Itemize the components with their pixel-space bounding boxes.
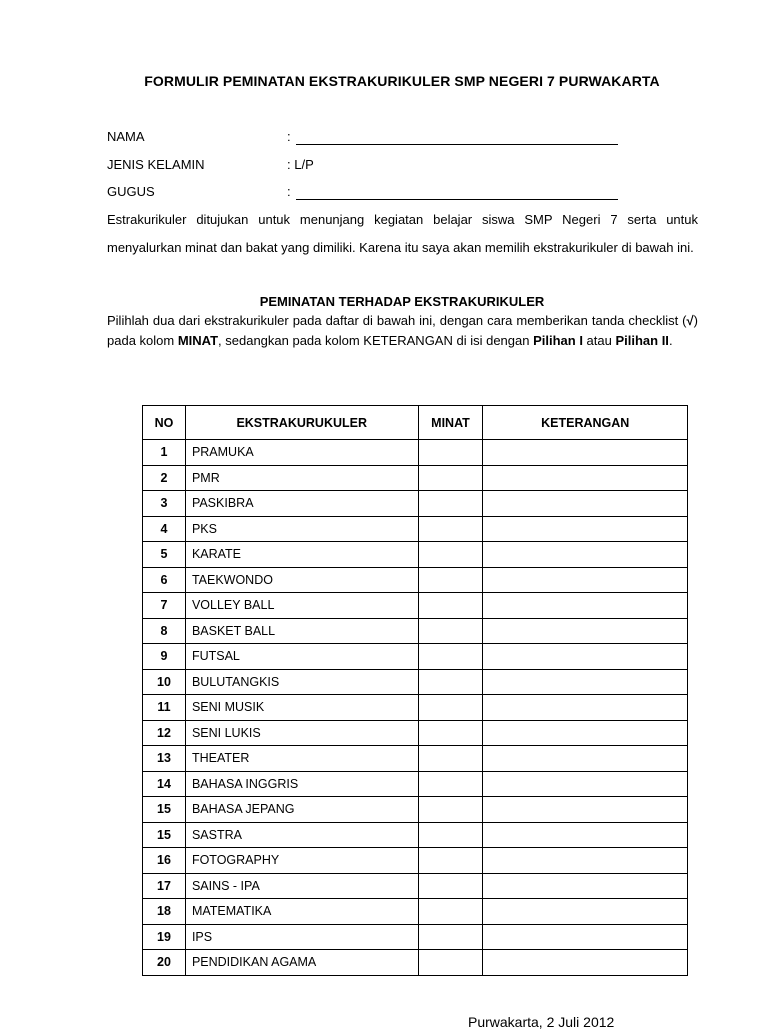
section-title: PEMINATAN TERHADAP EKSTRAKURIKULER [259, 294, 545, 309]
minat-checkbox-cell[interactable] [418, 746, 483, 772]
minat-checkbox-cell[interactable] [418, 593, 483, 619]
row-ekstrakurikuler-name: PRAMUKA [185, 440, 418, 466]
keterangan-input-cell[interactable] [483, 465, 688, 491]
keterangan-input-cell[interactable] [483, 491, 688, 517]
table-row [143, 567, 688, 593]
table-row [143, 771, 688, 797]
table-row [143, 618, 688, 644]
keterangan-input-cell[interactable] [483, 516, 688, 542]
instr-part3: , sedangkan pada kolom KETERANGAN di isi dengan [218, 332, 534, 348]
table-row [143, 644, 688, 670]
instr-part4: atau [582, 332, 616, 348]
keterangan-input-cell[interactable] [483, 567, 688, 593]
row-number: 19 [143, 924, 186, 950]
keterangan-input-cell[interactable] [483, 746, 688, 772]
row-ekstrakurikuler-name: SAINS - IPA [185, 873, 418, 899]
row-ekstrakurikuler-name: BAHASA JEPANG [185, 797, 418, 823]
table-row [143, 516, 688, 542]
minat-checkbox-cell[interactable] [418, 542, 483, 568]
table-row [143, 848, 688, 874]
keterangan-input-cell[interactable] [483, 950, 688, 976]
table-row [143, 950, 688, 976]
row-ekstrakurikuler-name: BAHASA INGGRIS [185, 771, 418, 797]
row-number: 18 [143, 899, 186, 925]
row-number: 3 [143, 491, 186, 517]
instr-part5: . [668, 332, 673, 348]
row-number: 15 [143, 797, 186, 823]
row-number: 13 [143, 746, 186, 772]
minat-checkbox-cell[interactable] [418, 771, 483, 797]
minat-checkbox-cell[interactable] [418, 618, 483, 644]
row-number: 14 [143, 771, 186, 797]
row-number: 17 [143, 873, 186, 899]
field-label-gugus: GUGUS [107, 184, 155, 199]
row-number: 7 [143, 593, 186, 619]
keterangan-input-cell[interactable] [483, 771, 688, 797]
row-ekstrakurikuler-name: MATEMATIKA [185, 899, 418, 925]
row-ekstrakurikuler-name: IPS [185, 924, 418, 950]
document-title: FORMULIR PEMINATAN EKSTRAKURIKULER SMP NEGERI 7 PURWAKARTA [144, 73, 660, 89]
table-row [143, 440, 688, 466]
minat-checkbox-cell[interactable] [418, 950, 483, 976]
row-number: 10 [143, 669, 186, 695]
minat-checkbox-cell[interactable] [418, 848, 483, 874]
instr-minat: MINAT [177, 332, 219, 348]
row-ekstrakurikuler-name: SENI LUKIS [185, 720, 418, 746]
table-row [143, 669, 688, 695]
row-ekstrakurikuler-name: VOLLEY BALL [185, 593, 418, 619]
row-ekstrakurikuler-name: PKS [185, 516, 418, 542]
field-label-jenis-kelamin: JENIS KELAMIN [107, 157, 205, 172]
table-row [143, 542, 688, 568]
keterangan-input-cell[interactable] [483, 899, 688, 925]
table-body [143, 440, 688, 976]
keterangan-input-cell[interactable] [483, 542, 688, 568]
table-row [143, 822, 688, 848]
table-row [143, 695, 688, 721]
row-number: 16 [143, 848, 186, 874]
minat-checkbox-cell[interactable] [418, 491, 483, 517]
table-row [143, 593, 688, 619]
minat-checkbox-cell[interactable] [418, 440, 483, 466]
field-colon-nama: : [287, 129, 291, 144]
header-keterangan: KETERANGAN [483, 406, 688, 440]
minat-checkbox-cell[interactable] [418, 720, 483, 746]
table-row [143, 465, 688, 491]
minat-checkbox-cell[interactable] [418, 924, 483, 950]
intro-paragraph: Estrakurikuler ditujukan untuk menunjang kegiatan belajar siswa SMP Negeri 7 serta untuk menyalurkan minat dan bakat yang dimiliki. Karena itu saya akan memilih ekstrakurikuler di bawah ini. [107, 212, 698, 255]
row-number: 5 [143, 542, 186, 568]
row-number: 6 [143, 567, 186, 593]
table-row [143, 491, 688, 517]
keterangan-input-cell[interactable] [483, 720, 688, 746]
row-number: 2 [143, 465, 186, 491]
row-number: 20 [143, 950, 186, 976]
row-number: 12 [143, 720, 186, 746]
gugus-input-line[interactable] [296, 185, 618, 200]
keterangan-input-cell[interactable] [483, 593, 688, 619]
checkmark-symbol: √ [686, 313, 694, 328]
instr-pilihan-2: Pilihan II [615, 332, 669, 348]
row-ekstrakurikuler-name: FUTSAL [185, 644, 418, 670]
keterangan-input-cell[interactable] [483, 618, 688, 644]
keterangan-input-cell[interactable] [483, 695, 688, 721]
header-no: NO [143, 406, 186, 440]
row-ekstrakurikuler-name: THEATER [185, 746, 418, 772]
row-number: 15 [143, 822, 186, 848]
minat-checkbox-cell[interactable] [418, 644, 483, 670]
instruction-paragraph [107, 311, 698, 350]
ekstrakurikuler-table [142, 405, 688, 976]
table-row [143, 924, 688, 950]
keterangan-input-cell[interactable] [483, 924, 688, 950]
table-row [143, 899, 688, 925]
keterangan-input-cell[interactable] [483, 440, 688, 466]
minat-checkbox-cell[interactable] [418, 873, 483, 899]
row-ekstrakurikuler-name: FOTOGRAPHY [185, 848, 418, 874]
row-ekstrakurikuler-name: BULUTANGKIS [185, 669, 418, 695]
keterangan-input-cell[interactable] [483, 669, 688, 695]
minat-checkbox-cell[interactable] [418, 516, 483, 542]
minat-checkbox-cell[interactable] [418, 899, 483, 925]
row-ekstrakurikuler-name: PASKIBRA [185, 491, 418, 517]
row-ekstrakurikuler-name: PENDIDIKAN AGAMA [185, 950, 418, 976]
instr-pilihan-1: Pilihan I [533, 332, 583, 348]
header-minat: MINAT [418, 406, 483, 440]
row-ekstrakurikuler-name: KARATE [185, 542, 418, 568]
table-row [143, 720, 688, 746]
place-date: Purwakarta, 2 Juli 2012 [468, 1014, 615, 1030]
instr-part2: ) pada kolom [107, 313, 698, 348]
table-row [143, 873, 688, 899]
instr-part1: Pilihlah dua dari ekstrakurikuler pada daftar di bawah ini, dengan cara memberikan tanda checklist ( [107, 313, 687, 328]
header-ekstrakurikuler: EKSTRAKURUKULER [185, 406, 418, 440]
table-row [143, 746, 688, 772]
keterangan-input-cell[interactable] [483, 848, 688, 874]
table-row [143, 797, 688, 823]
minat-checkbox-cell[interactable] [418, 822, 483, 848]
table-header-row [143, 406, 688, 440]
row-number: 1 [143, 440, 186, 466]
minat-checkbox-cell[interactable] [418, 465, 483, 491]
field-value-jenis-kelamin[interactable]: : L/P [287, 157, 314, 172]
row-number: 11 [143, 695, 186, 721]
row-ekstrakurikuler-name: SASTRA [185, 822, 418, 848]
minat-checkbox-cell[interactable] [418, 669, 483, 695]
keterangan-input-cell[interactable] [483, 873, 688, 899]
row-number: 9 [143, 644, 186, 670]
minat-checkbox-cell[interactable] [418, 797, 483, 823]
field-colon-gugus: : [287, 184, 291, 199]
row-ekstrakurikuler-name: BASKET BALL [185, 618, 418, 644]
row-ekstrakurikuler-name: TAEKWONDO [185, 567, 418, 593]
row-ekstrakurikuler-name: SENI MUSIK [185, 695, 418, 721]
row-number: 4 [143, 516, 186, 542]
minat-checkbox-cell[interactable] [418, 567, 483, 593]
field-label-nama: NAMA [107, 129, 145, 144]
keterangan-input-cell[interactable] [483, 644, 688, 670]
minat-checkbox-cell[interactable] [418, 695, 483, 721]
row-ekstrakurikuler-name: PMR [185, 465, 418, 491]
keterangan-input-cell[interactable] [483, 822, 688, 848]
nama-input-line[interactable] [296, 130, 618, 145]
keterangan-input-cell[interactable] [483, 797, 688, 823]
row-number: 8 [143, 618, 186, 644]
